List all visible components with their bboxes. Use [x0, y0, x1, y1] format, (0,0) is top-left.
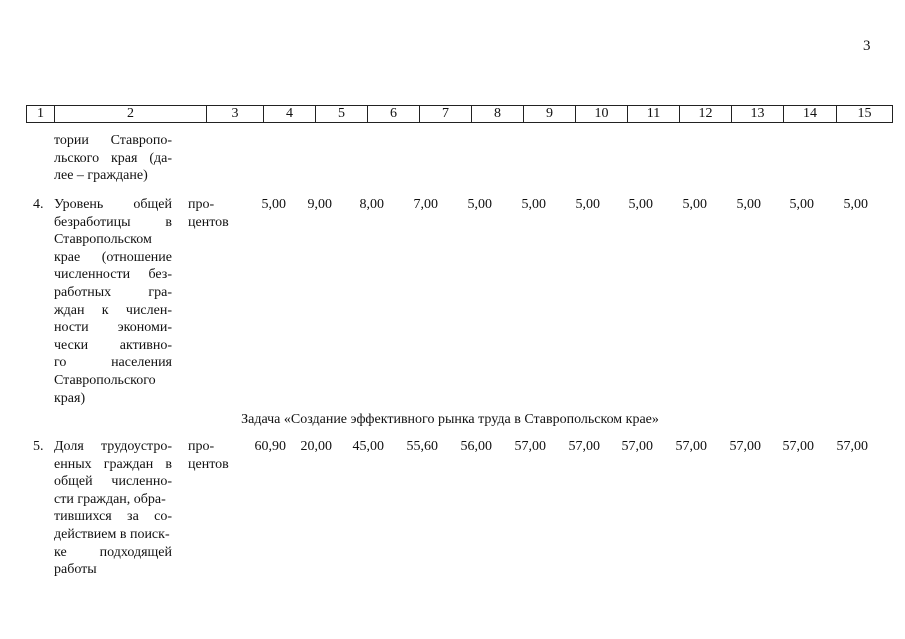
value-cell: 20,00: [300, 439, 332, 454]
value-cell: 5,00: [467, 197, 492, 212]
row-unit: [188, 438, 230, 473]
row-description: [54, 196, 172, 407]
value-cell: 57,00: [836, 439, 868, 454]
value-cell: 60,90: [254, 439, 286, 454]
description-line: работы: [54, 562, 97, 578]
column-header-cell: 3: [207, 106, 264, 123]
description-line: сти граждан, обра-: [54, 491, 166, 507]
value-cell: 45,00: [352, 439, 384, 454]
row-number: 4.: [33, 197, 44, 212]
column-header-cell: 15: [837, 106, 893, 123]
value-cell: 57,00: [782, 439, 814, 454]
row-description: [54, 438, 172, 579]
description-line: Доля трудоустро-: [54, 439, 172, 454]
unit-line: центов: [188, 214, 229, 230]
description-line: работных гра-: [54, 284, 172, 300]
task-heading: Задача «Создание эффективного рынка труда в Ставропольском крае»: [241, 412, 659, 427]
unit-line: про-: [188, 197, 215, 212]
value-cell: 57,00: [675, 439, 707, 454]
value-cell: 5,00: [736, 197, 761, 212]
value-cell: 5,00: [789, 197, 814, 212]
continuation-line: тории Ставропо-: [54, 133, 172, 148]
description-line: численности без-: [54, 267, 172, 283]
continuation-line: лее – граждане): [54, 168, 148, 184]
description-line: тившихся за со-: [54, 509, 172, 525]
description-line: действием в поиск-: [54, 526, 170, 542]
column-header-cell: 10: [576, 106, 628, 123]
value-cell: 56,00: [460, 439, 492, 454]
column-header-cell: 13: [732, 106, 784, 123]
column-header-cell: 6: [368, 106, 420, 123]
column-header-cell: 2: [55, 106, 207, 123]
value-cell: 9,00: [307, 197, 332, 212]
table-row-4: [0, 196, 905, 406]
value-cell: 57,00: [621, 439, 653, 454]
value-cell: 57,00: [729, 439, 761, 454]
description-line: ности экономи-: [54, 320, 172, 336]
description-line: Ставропольском: [54, 232, 152, 248]
value-cell: 7,00: [413, 197, 438, 212]
column-header-cell: 7: [420, 106, 472, 123]
value-cell: 8,00: [359, 197, 384, 212]
value-cell: 55,60: [406, 439, 438, 454]
column-header-cell: 9: [524, 106, 576, 123]
row-number: 5.: [33, 439, 44, 454]
column-header-cell: 5: [316, 106, 368, 123]
description-line: чески активно-: [54, 337, 172, 353]
description-line: ждан к числен-: [54, 302, 172, 318]
page-number: 3: [863, 38, 871, 54]
continuation-line: льского края (да-: [54, 150, 172, 166]
value-cell: 57,00: [514, 439, 546, 454]
description-line: Ставропольского: [54, 372, 156, 388]
column-header-cell: 12: [680, 106, 732, 123]
description-line: общей численно-: [54, 474, 172, 490]
description-line: безработицы в: [54, 214, 172, 230]
column-header-cell: 14: [784, 106, 837, 123]
continuation-text: [54, 132, 172, 185]
unit-line: про-: [188, 439, 215, 454]
value-cell: 57,00: [568, 439, 600, 454]
table-row-5: [0, 438, 905, 583]
value-cell: 5,00: [843, 197, 868, 212]
unit-line: центов: [188, 456, 229, 472]
column-header-cell: 8: [472, 106, 524, 123]
description-line: го населения: [54, 355, 172, 371]
column-header-cell: 1: [27, 106, 55, 123]
description-line: ке подходящей: [54, 544, 172, 560]
value-cell: 5,00: [628, 197, 653, 212]
row-unit: [188, 196, 230, 231]
description-line: Уровень общей: [54, 197, 172, 212]
column-header-cell: 4: [264, 106, 316, 123]
value-cell: 5,00: [521, 197, 546, 212]
value-cell: 5,00: [682, 197, 707, 212]
description-line: крае (отношение: [54, 249, 172, 265]
value-cell: 5,00: [261, 197, 286, 212]
column-header-cell: 11: [628, 106, 680, 123]
column-number-header: [26, 105, 893, 123]
description-line: края): [54, 390, 86, 406]
description-line: енных граждан в: [54, 456, 172, 472]
value-cell: 5,00: [575, 197, 600, 212]
